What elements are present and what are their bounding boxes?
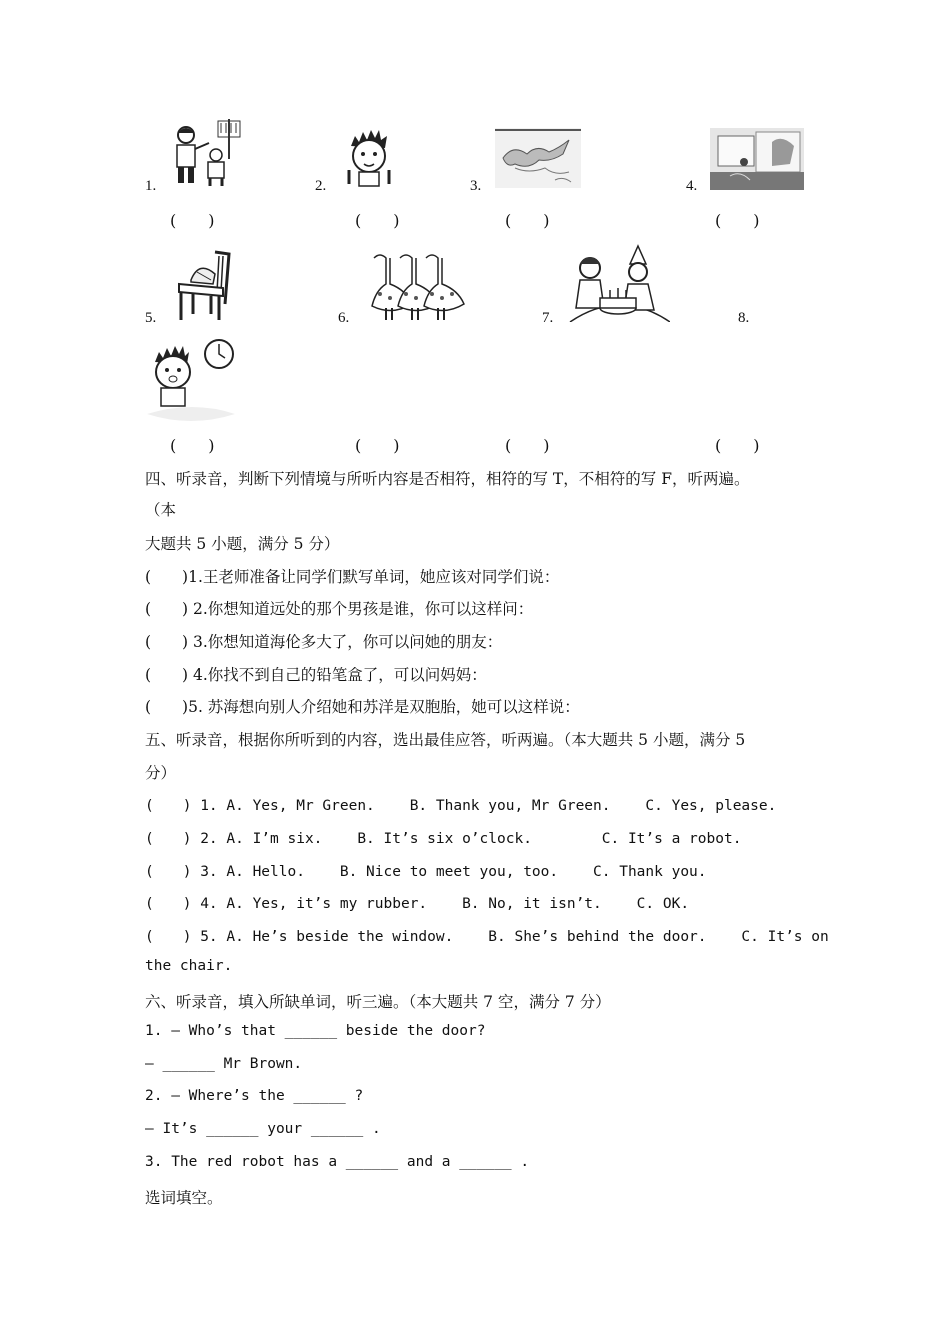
section5-title-cont: 分） [145, 764, 177, 782]
section4-item: ( )1.王老师准备让同学们默写单词，她应该对同学们说： [145, 568, 560, 586]
section4-title-cont: 大题共 5 小题，满分 5 分） [145, 535, 340, 553]
picture-number-7: 7. [542, 310, 554, 326]
section5-item-cont: the chair. [145, 958, 233, 974]
section6-title: 六、听录音，填入所缺单词，听三遍。（本大题共 7 空，满分 7 分） [145, 993, 611, 1011]
answer-paren: ( ) [715, 436, 760, 455]
section4-title-cont: （本 [145, 501, 177, 519]
section4-item: ( ) 4.你找不到自己的铅笔盒了，可以问妈妈： [145, 666, 487, 684]
picture-number-4: 4. [686, 178, 698, 194]
picture-number-1: 1. [145, 178, 157, 194]
answer-paren: ( ) [355, 211, 400, 230]
geese-picture [366, 250, 470, 322]
section6-line: 2. — Where’s the ______ ? [145, 1088, 364, 1104]
answer-paren: ( ) [715, 211, 760, 230]
birthday-picture [568, 242, 670, 322]
people-picture [168, 115, 246, 191]
picture-number-3: 3. [470, 178, 482, 194]
section6-line: — ______ Mr Brown. [145, 1056, 303, 1072]
section5-title: 五、听录音，根据你所听到的内容，选出最佳应答，听两遍。（本大题共 5 小题，满分 5 [145, 731, 746, 749]
section6-line: 3. The red robot has a ______ and a ______ . [145, 1154, 530, 1170]
section5-item: ( ) 5. A. He’s beside the window. B. She’s behind the door. C. It’s on [145, 929, 829, 945]
answer-paren: ( ) [170, 211, 215, 230]
section4-item: ( ) 2.你想知道远处的那个男孩是谁，你可以这样问： [145, 600, 534, 618]
section4-title: 四、听录音，判断下列情境与所听内容是否相符，相符的写 T，不相符的写 F，听两遍。 [145, 470, 750, 488]
section6-footer: 选词填空。 [145, 1189, 223, 1207]
picture-number-2: 2. [315, 178, 327, 194]
section5-item: ( ) 3. A. Hello. B. Nice to meet you, too. C. Thank you. [145, 864, 707, 880]
room-picture [710, 128, 804, 190]
section5-item: ( ) 2. A. I’m six. B. It’s six o’clock. C. It’s a robot. [145, 831, 742, 847]
boy-face-picture [345, 130, 393, 190]
picture-number-5: 5. [145, 310, 157, 326]
answer-paren: ( ) [505, 436, 550, 455]
picture-number-6: 6. [338, 310, 350, 326]
drawing-picture [495, 128, 581, 188]
picture-number-8: 8. [738, 310, 750, 326]
section5-item: ( ) 4. A. Yes, it’s my rubber. B. No, it isn’t. C. OK. [145, 896, 690, 912]
answer-paren: ( ) [505, 211, 550, 230]
section6-line: — It’s ______ your ______ . [145, 1121, 381, 1137]
boy-clock-picture [145, 338, 237, 422]
answer-paren: ( ) [170, 436, 215, 455]
section4-item: ( ) 3.你想知道海伦多大了，你可以问她的朋友： [145, 633, 503, 651]
section4-item: ( )5. 苏海想向别人介绍她和苏洋是双胞胎，她可以这样说： [145, 698, 580, 716]
section5-item: ( ) 1. A. Yes, Mr Green. B. Thank you, Mr Green. C. Yes, please. [145, 798, 777, 814]
section6-line: 1. — Who’s that ______ beside the door? [145, 1023, 486, 1039]
answer-paren: ( ) [355, 436, 400, 455]
chair-picture [175, 248, 237, 324]
